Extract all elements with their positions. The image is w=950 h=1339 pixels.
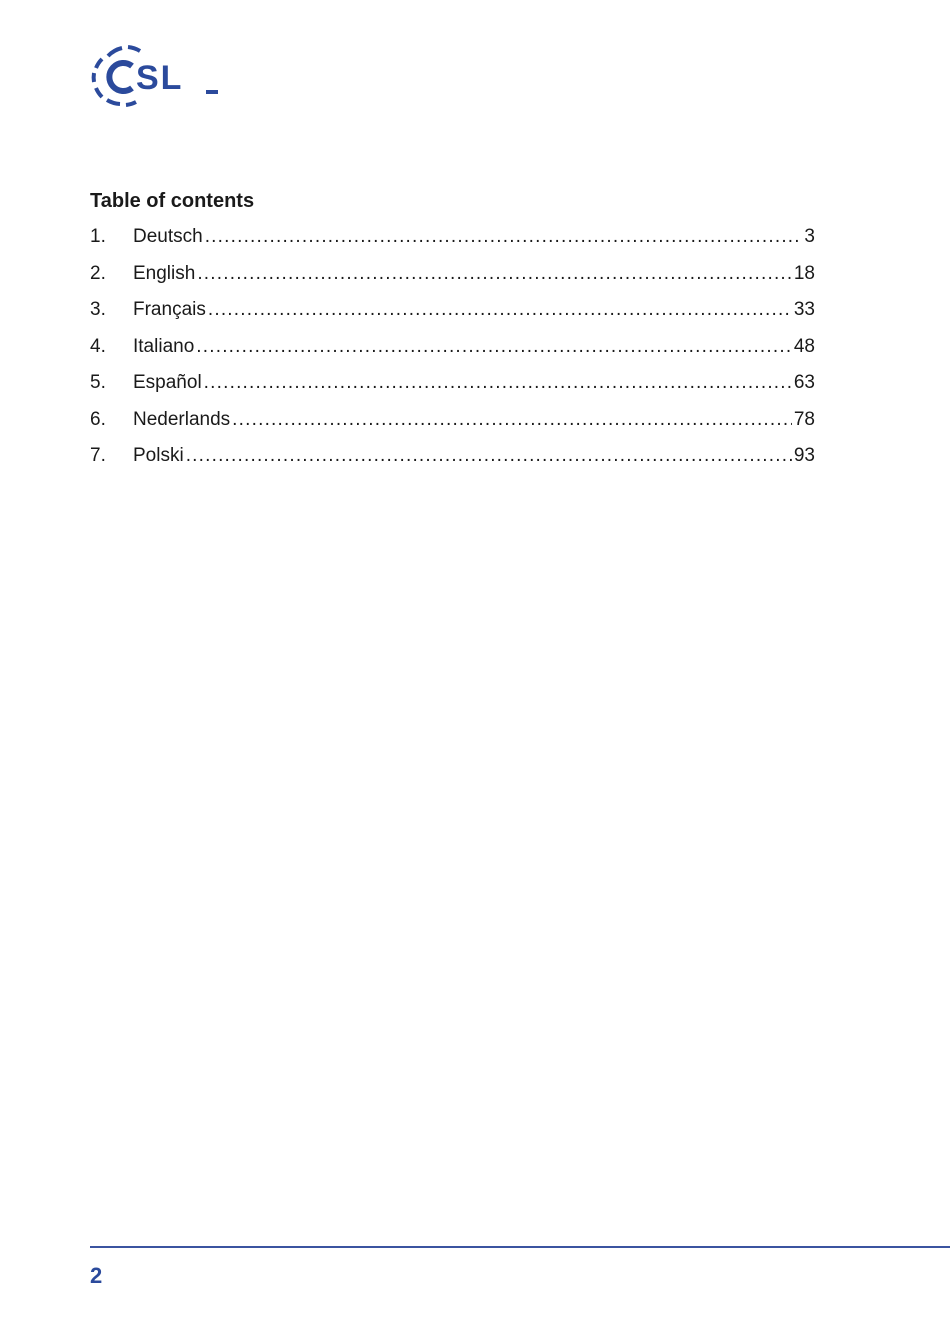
toc-entry-deutsch[interactable] xyxy=(90,226,815,263)
dot-leader xyxy=(204,372,792,394)
toc-entry-francais[interactable] xyxy=(90,299,815,336)
dot-leader xyxy=(197,263,792,285)
toc-entry-page: 78 xyxy=(793,408,815,430)
toc-entry-polski[interactable] xyxy=(90,445,815,482)
toc-entry-page: 48 xyxy=(793,335,815,357)
toc-entry-number: 4. xyxy=(90,335,106,357)
toc-entry-number: 7. xyxy=(90,445,106,466)
toc-entry-number: 2. xyxy=(90,262,106,284)
footer-divider xyxy=(90,1246,950,1248)
toc-entry-nederlands[interactable] xyxy=(90,409,815,446)
dot-leader xyxy=(232,409,792,431)
dot-leader xyxy=(205,226,803,248)
csl-logo-mark xyxy=(88,42,223,110)
toc-entry-page: 18 xyxy=(793,262,815,284)
toc-title: Table of contents xyxy=(90,190,255,212)
dot-leader xyxy=(208,299,792,321)
toc-entry-number: 3. xyxy=(90,299,106,320)
toc-entry-page: 3 xyxy=(804,226,815,247)
toc-entry-number: 6. xyxy=(90,408,106,430)
toc-entry-italiano[interactable] xyxy=(90,336,815,373)
svg-text:SL: SL xyxy=(136,59,184,97)
toc-list xyxy=(90,226,815,482)
toc-entry-label: Deutsch xyxy=(133,226,203,247)
csl-logo xyxy=(88,42,223,110)
dot-leader xyxy=(196,336,792,358)
toc-entry-number: 1. xyxy=(90,226,106,247)
toc-entry-page: 63 xyxy=(793,372,815,393)
toc-entry-label: Español xyxy=(133,372,202,393)
toc-entry-page: 93 xyxy=(793,445,815,466)
toc-entry-english[interactable] xyxy=(90,263,815,300)
toc-entry-label: Français xyxy=(133,299,206,320)
toc-entry-label: Nederlands xyxy=(133,408,231,430)
toc-entry-espanol[interactable] xyxy=(90,372,815,409)
toc-entry-number: 5. xyxy=(90,372,106,393)
toc-entry-page: 33 xyxy=(793,299,815,320)
toc-entry-label: English xyxy=(133,262,196,284)
toc-entry-label: Italiano xyxy=(133,335,195,357)
dot-leader xyxy=(186,445,792,467)
toc-entry-label: Polski xyxy=(133,445,184,466)
page-number: 2 xyxy=(90,1263,103,1288)
